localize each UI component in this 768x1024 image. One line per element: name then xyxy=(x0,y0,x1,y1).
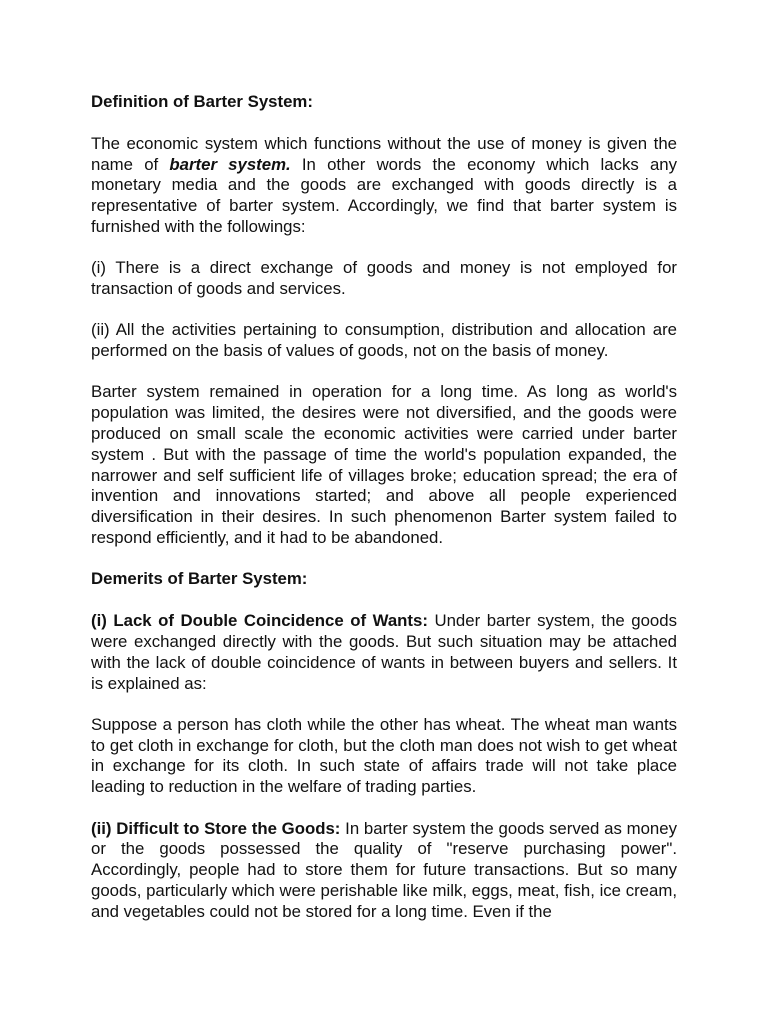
section-heading-demerits: Demerits of Barter System: xyxy=(91,569,308,589)
paragraph-feature-i: (i) There is a direct exchange of goods and money is not employed for transaction of goods and services. xyxy=(91,258,677,299)
paragraph-example: Suppose a person has cloth while the other has wheat. The wheat man wants to get cloth in exchange for cloth, but the cloth man does not wish to get wheat in exchange for its cloth. In such state of affairs trade will not take place leading to reduction in the welfare of trading parties. xyxy=(91,714,677,797)
paragraph-history: Barter system remained in operation for a long time. As long as world's population was limited, the desires were not diversified, and the goods were produced on small scale the economic activities were carried under barter system . But with the passage of time the world's population expanded, the narrower and self sufficient life of villages broke; education spread; the era of invention and innovations started; and above all people experienced diversification in their desires. In such phenomenon Barter system failed to respond efficiently, and it had to be abandoned. xyxy=(91,382,677,548)
demerit-i-text: Under barter system, the goods were exchanged directly with the goods. But such situation may be attached with the lack of double coincidence of wants in between buyers and sellers. It is explained as: xyxy=(91,611,677,693)
emphasis-barter-system: barter system. xyxy=(169,154,291,174)
paragraph-definition xyxy=(91,134,677,238)
section-heading-definition: Definition of Barter System: xyxy=(91,92,313,111)
paragraph-feature-ii: (ii) All the activities pertaining to consumption, distribution and allocation are performed on the basis of values of goods, not on the basis of money. xyxy=(91,320,677,361)
demerit-ii-title: (ii) Difficult to Store the Goods: xyxy=(91,818,341,838)
paragraph-demerit-i xyxy=(91,611,677,694)
paragraph-demerit-ii xyxy=(91,819,677,923)
document-page xyxy=(91,92,677,943)
paragraph-definition-text-end: In other words the economy which lacks any monetary media and the goods are exchanged with goods directly is a representative of barter system. Accordingly, we find that barter system is furnished with the followings: xyxy=(91,154,677,236)
demerit-i-title: (i) Lack of Double Coincidence of Wants: xyxy=(91,611,428,631)
paragraph-definition-text-start: The economic system which functions without the use of money is given the name of xyxy=(91,133,677,174)
demerit-ii-text: In barter system the goods served as money or the goods possessed the quality of "reserve purchasing power". Accordingly, people had to store them for future transactions. But so many goods, particularly which were perishable like milk, eggs, meat, fish, ice cream, and vegetables could not be stored for a long time. Even if the xyxy=(91,818,677,921)
